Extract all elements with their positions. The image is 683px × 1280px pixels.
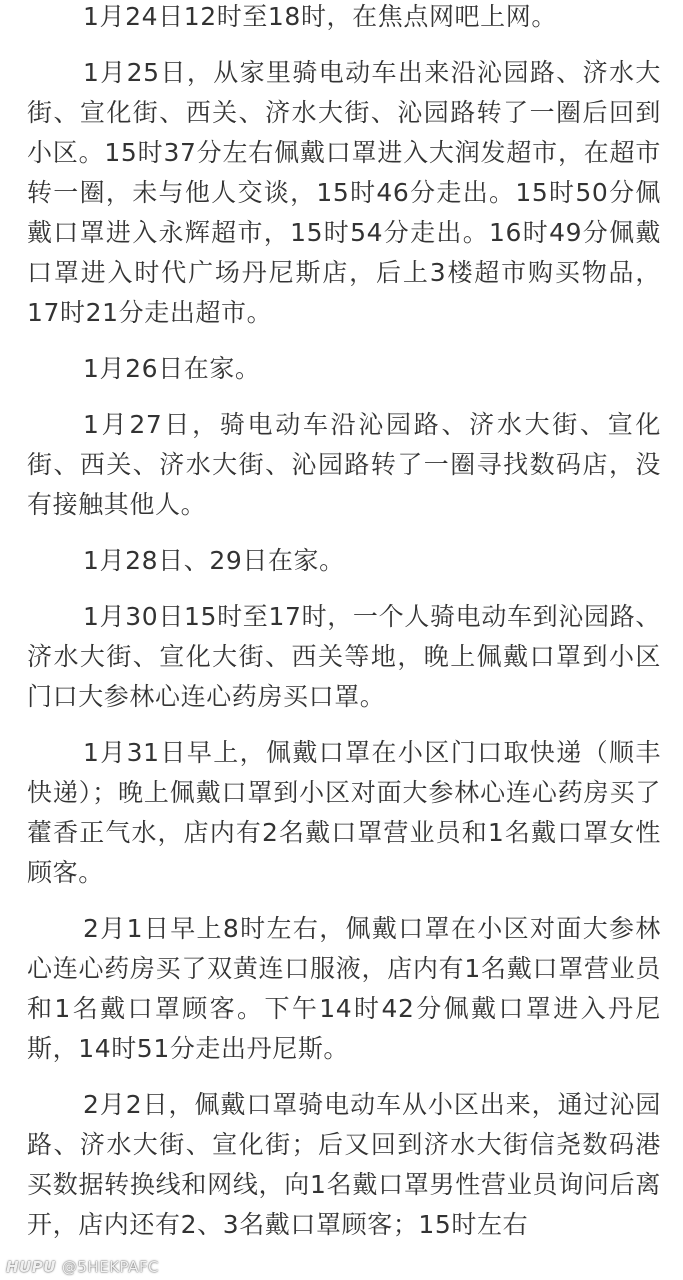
paragraph-jan31: 1月31日早上，佩戴口罩在小区门口取快递（顺丰快递）；晚上佩戴口罩到小区对面大参林心连心药房买了藿香正气水，店内有2名戴口罩营业员和1名戴口罩女性顾客。	[27, 738, 661, 887]
paragraph-jan24: 1月24日12时至18时，在焦点网吧上网。	[83, 2, 557, 31]
paragraph-jan28-29: 1月28日、29日在家。	[83, 546, 345, 575]
watermark	[6, 1258, 159, 1276]
watermark-logo: HUPU	[6, 1258, 56, 1276]
paragraph-jan27: 1月27日，骑电动车沿沁园路、济水大街、宣化街、西关、济水大街、沁园路转了一圈寻找数码店，没有接触其他人。	[27, 410, 661, 519]
paragraph-jan30: 1月30日15时至17时，一个人骑电动车到沁园路、济水大街、宣化大街、西关等地，晚上佩戴口罩到小区门口大参林心连心药房买口罩。	[27, 602, 661, 711]
paragraph-feb1: 2月1日早上8时左右，佩戴口罩在小区对面大参林心连心药房买了双黄连口服液，店内有1名戴口罩营业员和1名戴口罩顾客。下午14时42分佩戴口罩进入丹尼斯，14时51分走出丹尼斯。	[27, 914, 661, 1063]
paragraph-jan25: 1月25日，从家里骑电动车出来沿沁园路、济水大街、宣化街、西关、济水大街、沁园路转了一圈后回到小区。15时37分左右佩戴口罩进入大润发超市，在超市转一圈，未与他人交谈，15时46分走出。15时50分佩戴口罩进入永辉超市，15时54分走出。16时49分佩戴口罩进入时代广场丹尼斯店，后上3楼超市购买物品，17时21分走出超市。	[27, 58, 661, 327]
watermark-text: @5HEKPAFC	[61, 1258, 160, 1276]
paragraph-jan26: 1月26日在家。	[83, 354, 261, 383]
paragraph-feb2: 2月2日，佩戴口罩骑电动车从小区出来，通过沁园路、济水大街、宣化街；后又回到济水大街信尧数码港买数据转换线和网线，向1名戴口罩男性营业员询问后离开，店内还有2、3名戴口罩顾客；15时左右	[27, 1090, 661, 1239]
